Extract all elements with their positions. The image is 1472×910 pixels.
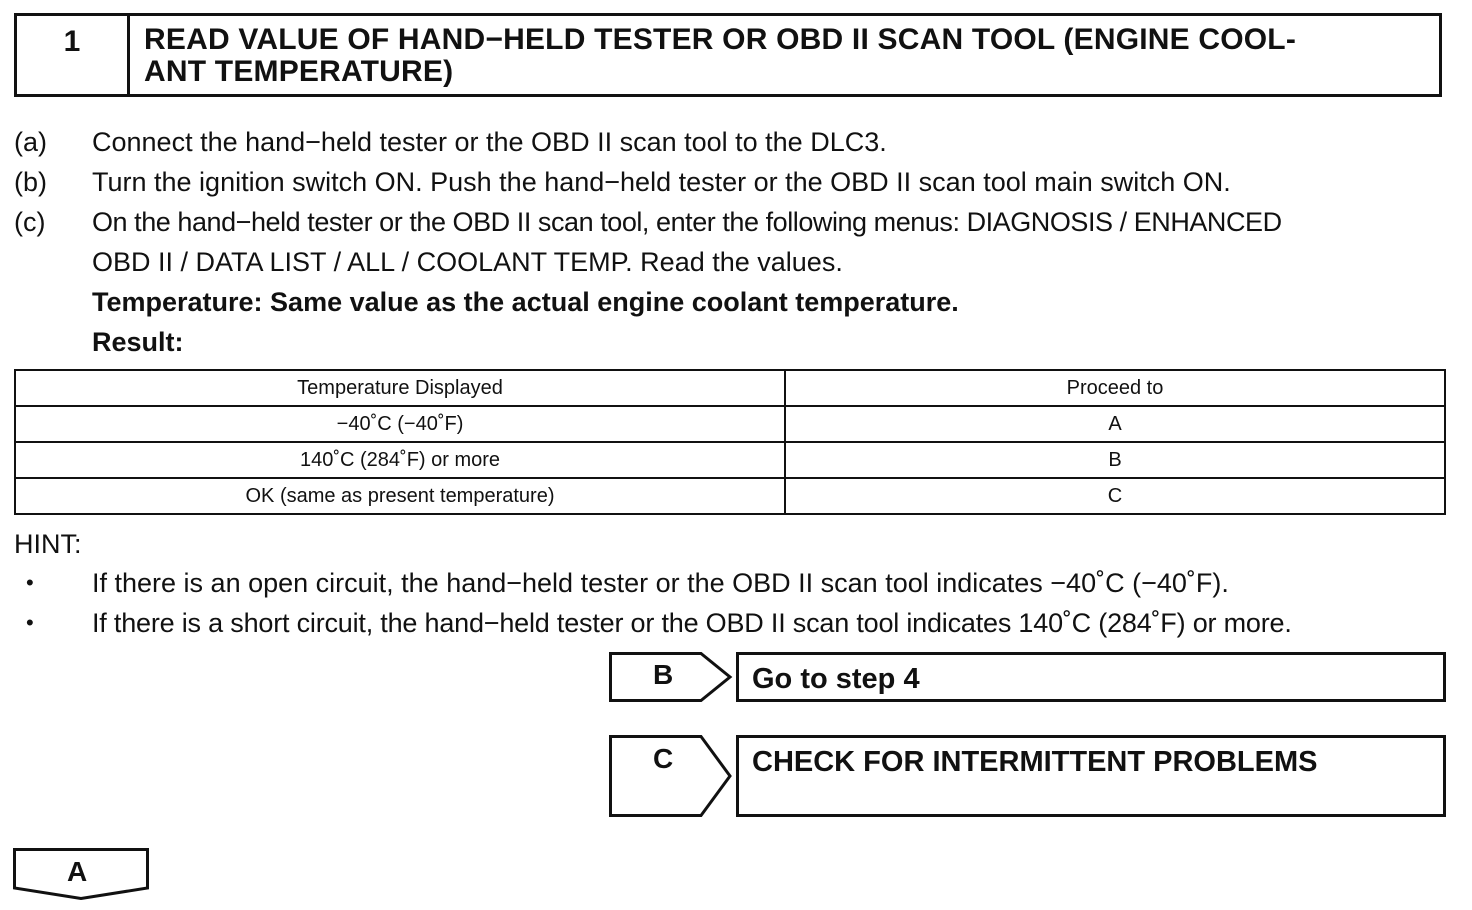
table-row bbox=[15, 406, 1445, 442]
branch-c-label: C bbox=[653, 743, 674, 774]
hint-bullet-text: If there is an open circuit, the hand−held tester or the OBD II scan tool indicates −40˚C (−40˚F). bbox=[92, 568, 1229, 598]
branch-c-action bbox=[736, 735, 1446, 817]
spec-text: Temperature: Same value as the actual engine coolant temperature. bbox=[92, 287, 959, 317]
bullet-icon: • bbox=[26, 570, 34, 595]
instruction-text: On the hand−held tester or the OBD II scan tool, enter the following menus: DIAGNOSIS / ENHANCED bbox=[92, 207, 1282, 237]
instruction-label: (a) bbox=[14, 127, 47, 157]
branch-c-action-text: CHECK FOR INTERMITTENT PROBLEMS bbox=[752, 746, 1318, 778]
step-title bbox=[130, 16, 1439, 94]
table-header-cell: Proceed to bbox=[785, 370, 1445, 406]
table-cell: C bbox=[785, 478, 1445, 514]
instruction-text: Turn the ignition switch ON. Push the hand−held tester or the OBD II scan tool main switch ON. bbox=[92, 167, 1231, 197]
hint-bullet-text: If there is a short circuit, the hand−held tester or the OBD II scan tool indicates 140˚C (284˚F) or more. bbox=[92, 608, 1292, 638]
table-header-cell: Temperature Displayed bbox=[15, 370, 785, 406]
table-cell: B bbox=[785, 442, 1445, 478]
branch-b-action-text: Go to step 4 bbox=[752, 663, 920, 695]
table-header-row bbox=[15, 370, 1445, 406]
table-cell: −40˚C (−40˚F) bbox=[15, 406, 785, 442]
branch-b-action bbox=[736, 652, 1446, 702]
table-cell: OK (same as present temperature) bbox=[15, 478, 785, 514]
branch-a-label: A bbox=[67, 856, 88, 887]
step-title-line2: ANT TEMPERATURE) bbox=[144, 55, 454, 88]
branch-b-label: B bbox=[653, 659, 674, 690]
step-title-line1: READ VALUE OF HAND−HELD TESTER OR OBD II SCAN TOOL (ENGINE COOL- bbox=[144, 23, 1297, 56]
table-row bbox=[15, 442, 1445, 478]
table-row bbox=[15, 478, 1445, 514]
step-header bbox=[14, 13, 1442, 97]
result-table bbox=[14, 369, 1446, 515]
instruction-text: Connect the hand−held tester or the OBD II scan tool to the DLC3. bbox=[92, 127, 887, 157]
table-cell: 140˚C (284˚F) or more bbox=[15, 442, 785, 478]
hint-label: HINT: bbox=[14, 529, 82, 559]
result-label: Result: bbox=[92, 327, 184, 357]
bullet-icon: • bbox=[26, 610, 34, 635]
table-cell: A bbox=[785, 406, 1445, 442]
instruction-label: (b) bbox=[14, 167, 47, 197]
branch-a-tag bbox=[13, 848, 149, 900]
branch-b-tag bbox=[609, 652, 733, 702]
instruction-text-continued: OBD II / DATA LIST / ALL / COOLANT TEMP. Read the values. bbox=[92, 247, 843, 277]
step-number: 1 bbox=[17, 16, 130, 94]
branch-c-tag bbox=[609, 735, 733, 817]
instruction-label: (c) bbox=[14, 207, 46, 237]
